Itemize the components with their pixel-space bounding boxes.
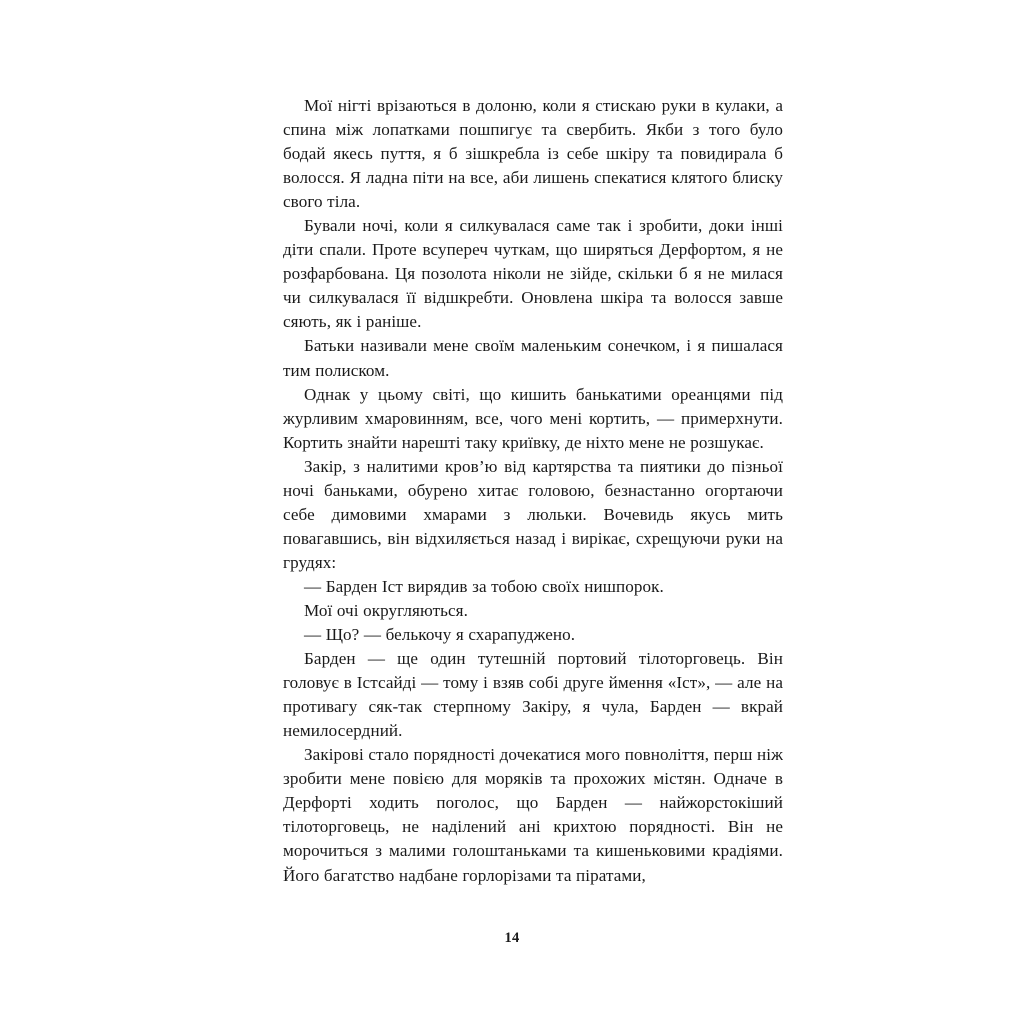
paragraph: Бували ночі, коли я силкувалася саме так і зробити, доки інші діти спали. Проте всупереч чуткам, що ширяться Дерфортом, я не розфарбована. Ця позолота ніколи не зійде, скільки б я не милася чи силкувалася її відшкребти. Оновлена шкіра та волосся завше сяють, як і раніше. <box>283 216 783 332</box>
paragraph: Закір, з налитими кров’ю від картярства та пиятики до пізньої ночі баньками, обурено хитає головою, безнастанно огортаючи себе димовими хмарами з люльки. Вочевидь якусь мить повагавшись, він відхиляється назад і вирікає, схрещуючи руки на грудях: <box>283 456 783 572</box>
dialogue-line: — Барден Іст вирядив за тобою своїх нишпорок. <box>304 576 664 596</box>
dialogue-line: — Що? — белькочу я схарапуджено. <box>304 625 576 645</box>
paragraph: Батьки називали мене своїм маленьким сонечком, і я пишалася тим полиском. <box>283 336 783 380</box>
paragraph: Барден — ще один тутешній портовий тілоторговець. Він головує в Істсайді — тому і взяв собі друге ймення «Іст», — але на противагу сяк-так стерпному Закіру, я чула, Барден — вкрай немилосердний. <box>283 649 783 741</box>
page-text-block <box>283 94 783 888</box>
paragraph: Однак у цьому світі, що кишить банькатими ореанцями під журливим хмаровинням, все, чого мені кортить, — примерхнути. Кортить знайти нарешті таку криївку, де ніхто мене не розшукає. <box>283 384 783 452</box>
paragraph: Мої нігті врізаються в долоню, коли я стискаю руки в кулаки, а спина між лопатками пошпигує та свербить. Якби з того було бодай якесь пуття, я б зішкребла із себе шкіру та повидирала б волосся. Я ладна піти на все, аби лишень спекатися клятого блиску свого тіла. <box>283 96 783 212</box>
page-number: 14 <box>504 930 520 946</box>
paragraph: Закірові стало порядності дочекатися мого повноліття, перш ніж зробити мене повією для моряків та прохожих містян. Одначе в Дерфорті ходить поголос, що Барден — найжорстокіший тілоторговець, не наділений ані крихтою порядності. Він не морочиться з малими голоштаньками та кишеньковими крадіями. Його багатство надбане горлорізами та піратами, <box>283 745 783 885</box>
paragraph: Мої очі округляються. <box>304 600 468 620</box>
